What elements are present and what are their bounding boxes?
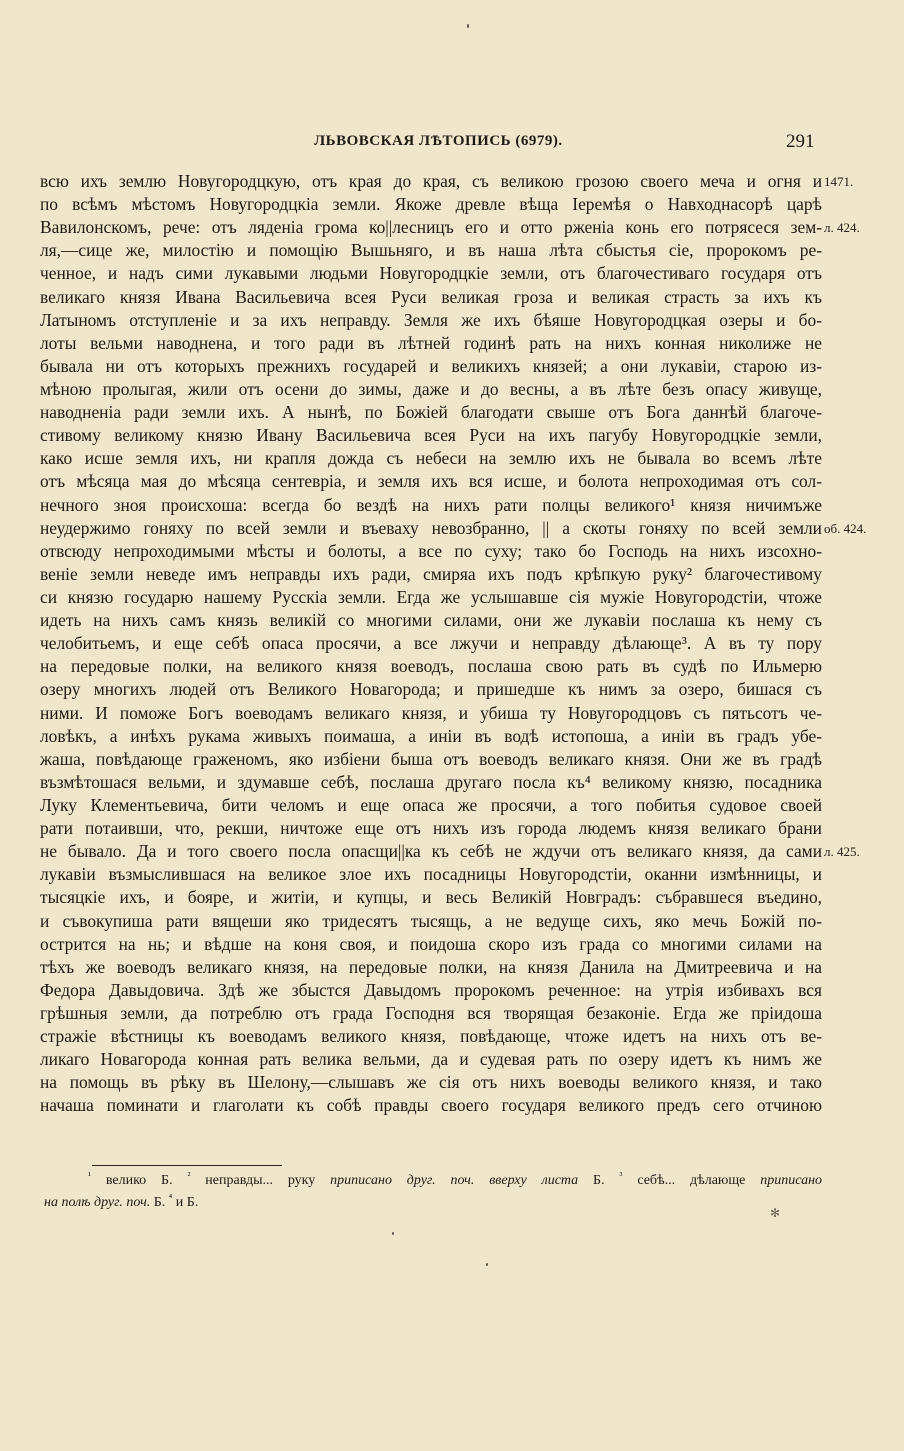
text-line: на передовые полки, на великого князя воеводъ, послаша свою рать въ судѣ по Ильмерю <box>40 656 822 677</box>
text-line: великаго князя Ивана Васильевича всея Руси великая гроза и великая страсть за ихъ къ <box>40 286 822 307</box>
text-line: жаша, повѣдающе граженомъ, яко избіени быша отъ воеводъ великаго князя. Они же въ градѣ <box>40 748 822 769</box>
text-line: ченное, и надъ сими лукавыми людьми Новугородцкіе земли, отъ благочестиваго государя отъ <box>40 263 822 284</box>
text-line: веніе земли неведе имъ неправды ихъ ради, смиряа ихъ подъ крѣпкую руку² благочестивому <box>40 563 822 584</box>
footnote-line <box>44 1170 822 1192</box>
text-line: рати потаивши, что, рекши, ничтоже еще отъ нихъ изъ города людемъ князя великаго брани <box>40 818 822 839</box>
text-line: озеру многихъ людей отъ Великого Новагорода; и пришедше къ нимъ за озеро, бишася съ <box>40 679 822 700</box>
footnote-text: Б. <box>153 1195 166 1210</box>
margin-note: л. 424. <box>824 220 860 236</box>
text-line: стивому великому князю Ивану Васильевича всея Руси на ихъ пагубу Новугородцкіе земли, <box>40 425 822 446</box>
footnote-marker: ³ <box>619 1170 623 1182</box>
text-line: неудержимо гоняху по всей земли и въеваху невозбранно, || а скоты гоняху по всей земли <box>40 517 822 538</box>
text-line: Вавилонскомъ, рече: отъ ляденіа грома ко||лесницъ его и отто рженіа конь его потрясеся зем- <box>40 217 822 238</box>
text-line: нечного зноя происхоша: всегда бо вездѣ на нихъ рати полцы великого¹ князя ничимъже <box>40 494 822 515</box>
margin-note: 1471. <box>824 174 854 189</box>
text-line: начаша поминати и глаголати къ собѣ правды своего государя великого предъ сего отчиною <box>40 1095 822 1116</box>
text-line: лукавіи възмыслившася на великое злое ихъ посадницы Новугородстіи, оканни измѣнницы, и <box>40 864 822 885</box>
footnote-marker: ¹ <box>88 1170 91 1182</box>
footnote-italic-note: приписано <box>760 1173 822 1188</box>
footnote-text: и Б. <box>175 1195 199 1210</box>
footnote-text: велико Б. <box>105 1173 173 1188</box>
text-line: и съвокупиша рати вящеши яко тридесятъ тысящь, а не ведуще сихъ, яко мечь Божій по- <box>40 910 822 931</box>
page-number: 291 <box>786 131 815 152</box>
footnote-divider <box>92 1165 282 1166</box>
text-line: ликаго Новагорода конная рать велика вельми, да и судевая рать по озеру идетъ къ нимъ же <box>40 1049 822 1070</box>
paper-speck <box>392 1232 394 1235</box>
footnote-italic-note: на полѣ друг. поч. <box>44 1195 151 1210</box>
text-line: идеть на нихъ самъ князь великій со многими силами, они же лукавіи послаша къ нему съ <box>40 610 822 631</box>
margin-note: об. 424. <box>824 520 867 536</box>
footnote-text: неправды... руку <box>205 1173 316 1188</box>
text-line: бывала ни отъ которыхъ прежнихъ государей и великихъ князей; а они лукавіи, старою из- <box>40 355 822 376</box>
footnote-marker: ⁴ <box>168 1192 173 1204</box>
paper-speck <box>467 24 469 28</box>
running-header-title: ЛЬВОВСКАЯ ЛѢТОПИСЬ (6979). <box>314 133 563 149</box>
paper-speck <box>486 1263 488 1266</box>
text-line: отвсюду непроходимыми мѣсты и болоты, а все по суху; тако бо Господь на нихъ изсохно- <box>40 540 822 561</box>
text-line: по всѣмъ мѣстомъ Новугородцкіа земли. Якоже древле вѣща Іеремѣя о Навходнасорѣ царѣ <box>40 194 822 215</box>
main-text <box>40 170 822 1117</box>
text-line: ловѣкъ, а инѣхъ рукама живыхъ поимаша, а иніи въ водѣ истопоша, а иніи въ градъ убе- <box>40 725 822 746</box>
text-line: тѣхъ же воеводъ великаго князя, на передовые полки, на князя Данила на Дмитреевича и на <box>40 956 822 977</box>
footnote-marker: ² <box>187 1170 191 1182</box>
text-line: стражіе вѣстницы къ воеводамъ великого князя, повѣдающе, чтоже идетъ на нихъ отъ ве- <box>40 1026 822 1047</box>
text-line: си князю государю нашему Русскіа земли. Егда же услышавше сія мужіе Новугородстіи, чтоже <box>40 586 822 607</box>
text-line: острится на нь; и вѣдше на коня своя, и поидоша скоро изъ града со многими силами на <box>40 933 822 954</box>
text-line: наводненіа ради земли ихъ. А нынѣ, по Божіей благодати свыше отъ Бога даннѣй благоче- <box>40 402 822 423</box>
footnote-text: Б. <box>593 1173 605 1188</box>
footnote-text: себѣ... дѣлающе <box>637 1173 746 1188</box>
text-line: всю ихъ землю Новугородцкую, отъ края до края, съ великою грозою своего меча и огня и <box>40 171 822 191</box>
footnote-line <box>44 1192 822 1214</box>
text-line: лоты вельми наводнена, и того ради въ лѣтней годинѣ рать на нихъ конная николиже не <box>40 332 822 353</box>
text-line: отъ мѣсяца мая до мѣсяца сентевріа, и земля ихъ вся исше, и болота непроходимая отъ сол- <box>40 471 822 492</box>
text-line: на помощь въ рѣку въ Шелону,—слышавъ же сія отъ нихъ воеводы великого князя, и тако <box>40 1072 822 1093</box>
text-line: челобитьемъ, и еще себѣ опаса просячи, а все лжучи и неправду дѣлающе³. А въ ту пору <box>40 633 822 654</box>
text-line: възмѣтошася вельми, и здумавше себѣ, послаша другаго посла къ⁴ великому князю, посадника <box>40 771 822 792</box>
margin-note: л. 425. <box>824 844 860 860</box>
text-line: Федора Давыдовича. Здѣ же збыстся Давыдомъ пророкомъ реченное: на утрія избивахъ вся <box>40 979 822 1000</box>
text-line: ними. И поможе Богъ воеводамъ великаго князя, и убиша ту Новугородцовъ съ пятьсотъ че- <box>40 702 822 723</box>
text-line: Луку Клементьевича, бити челомъ и еще опаса же просячи, а того побитья судовое своей <box>40 794 822 815</box>
footnotes <box>44 1170 822 1214</box>
text-line: тысяцкіе ихъ, и бояре, и житіи, и купцы, и весь Великій Новградъ: събравшеся въедино, <box>40 887 822 908</box>
text-line: ля,—сице же, милостію и помощію Вышьняго, и въ наша лѣта сбыстья сіе, пророкомъ ре- <box>40 240 822 261</box>
text-line: мѣною пролыгая, жили отъ осени до зимы, даже и до весны, а въ лѣте безъ опасу живуще, <box>40 378 822 399</box>
text-line: Латыномъ отступленіе и за ихъ неправду. Земля же ихъ бѣяше Новугородцкая озеры и бо- <box>40 309 822 330</box>
text-line: грѣшныя земли, да потреблю отъ града Господня вся творящая безаконіе. Егда же пріидоша <box>40 1002 822 1023</box>
asterisk-ornament-icon: ✻ <box>770 1206 781 1220</box>
footnote-italic-note: приписано друг. поч. вверху листа <box>330 1173 579 1188</box>
text-line: не бывало. Да и того своего посла опасщи||ка къ себѣ не ждучи отъ великаго князя, да сами <box>40 841 822 862</box>
text-line: како исше земля ихъ, ни крапля дожда съ небеси на землю ихъ не бывала во всемъ лѣте <box>40 448 822 469</box>
